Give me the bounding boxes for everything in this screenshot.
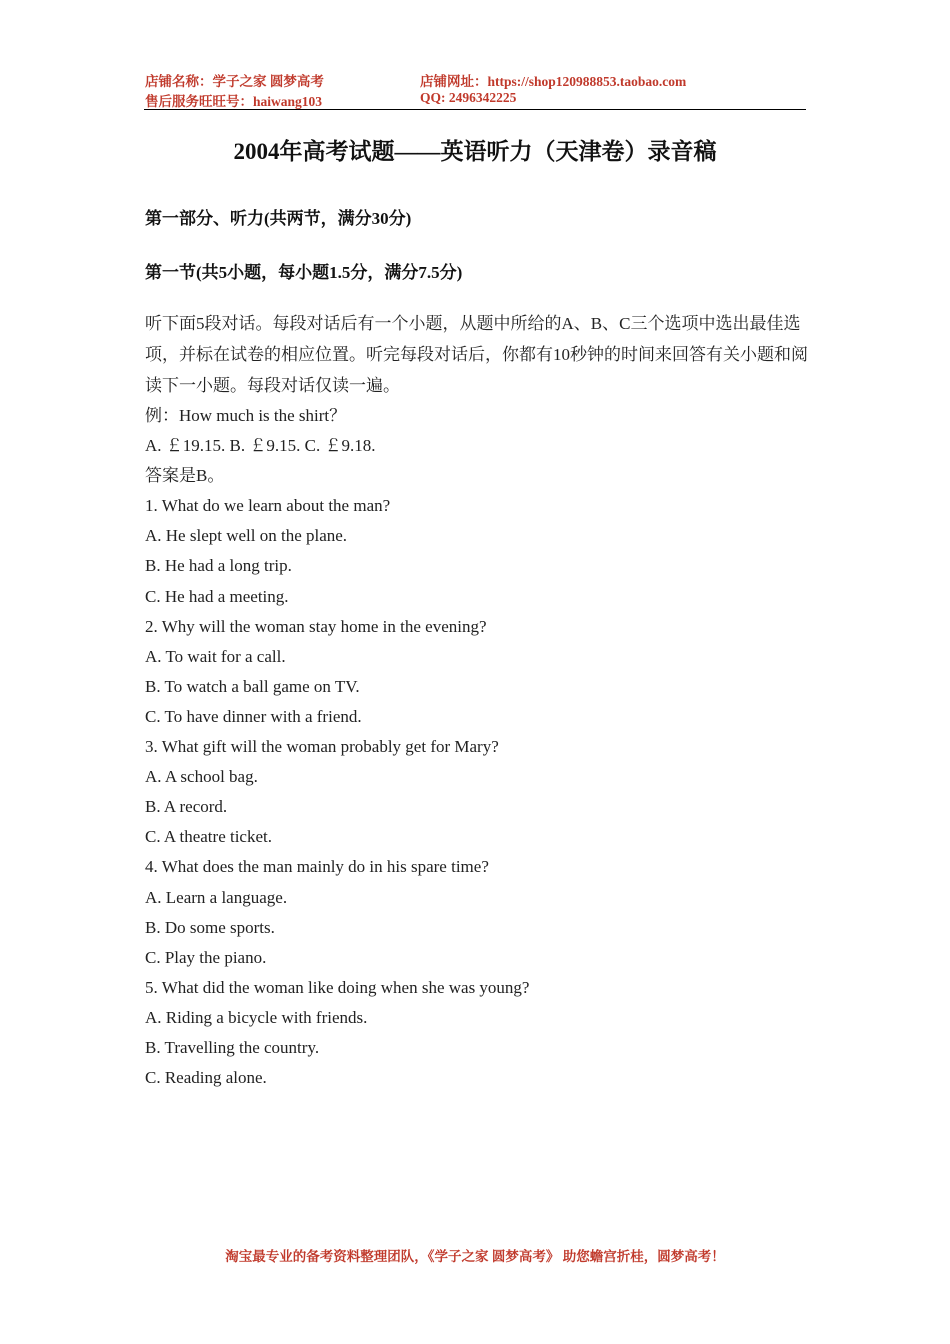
qq-number: QQ: 2496342225 <box>420 90 517 105</box>
question-text: 4. What does the man mainly do in his spare time? <box>145 857 489 877</box>
question-text: 1. What do we learn about the man? <box>145 496 391 516</box>
option-a: A. He slept well on the plane. <box>145 526 348 546</box>
section-heading: 第一节(共5小题，每小题1.5分，满分7.5分) <box>145 263 463 282</box>
option-a: A. To wait for a call. <box>145 646 286 666</box>
option-c: C. To have dinner with a friend. <box>145 706 362 726</box>
option-b: B. Travelling the country. <box>145 1037 320 1057</box>
option-c: C. He had a meeting. <box>145 586 289 606</box>
document-body <box>145 308 810 1093</box>
question-block <box>145 973 810 1093</box>
option-a: A. Riding a bicycle with friends. <box>145 1007 368 1027</box>
example-options: A. ￡19.15. B. ￡9.15. C. ￡9.18. <box>145 436 376 456</box>
service-id: 售后服务旺旺号：haiwang103 <box>145 94 323 109</box>
option-b: B. Do some sports. <box>145 917 275 937</box>
question-block <box>145 612 810 732</box>
option-b: B. To watch a ball game on TV. <box>145 676 360 696</box>
page-footer: 淘宝最专业的备考资料整理团队，《学子之家 圆梦高考》 助您蟾宫折桂，圆梦高考！ <box>225 1249 725 1264</box>
option-c: C. Reading alone. <box>145 1068 267 1088</box>
instructions: 听下面5段对话。每段对话后有一个小题，从题中所给的A、B、C三个选项中选出最佳选项，并标在试卷的相应位置。听完每段对话后，你都有10秒钟的时间来回答有关小题和阅读下一小题。每段对话仅读一遍。 <box>145 314 808 395</box>
option-c: C. A theatre ticket. <box>145 827 272 847</box>
question-text: 2. Why will the woman stay home in the evening? <box>145 616 487 636</box>
question-block <box>145 852 810 972</box>
question-text: 3. What gift will the woman probably get for Mary? <box>145 737 499 757</box>
example-answer: 答案是B。 <box>145 466 225 486</box>
option-b: B. He had a long trip. <box>145 556 292 576</box>
example-question: 例：How much is the shirt？ <box>145 406 347 425</box>
option-a: A. Learn a language. <box>145 887 288 907</box>
option-c: C. Play the piano. <box>145 947 267 967</box>
page-title: 2004年高考试题——英语听力（天津卷）录音稿 <box>233 139 717 164</box>
option-a: A. A school bag. <box>145 767 258 787</box>
question-block <box>145 732 810 852</box>
question-text: 5. What did the woman like doing when she was young? <box>145 977 530 997</box>
header-divider <box>144 109 806 110</box>
part-heading: 第一部分、听力(共两节，满分30分) <box>145 209 412 228</box>
option-b: B. A record. <box>145 797 228 817</box>
question-block <box>145 491 810 611</box>
shop-url: 店铺网址：https://shop120988853.taobao.com <box>420 74 687 89</box>
shop-name: 店铺名称：学子之家 圆梦高考 <box>145 74 324 89</box>
